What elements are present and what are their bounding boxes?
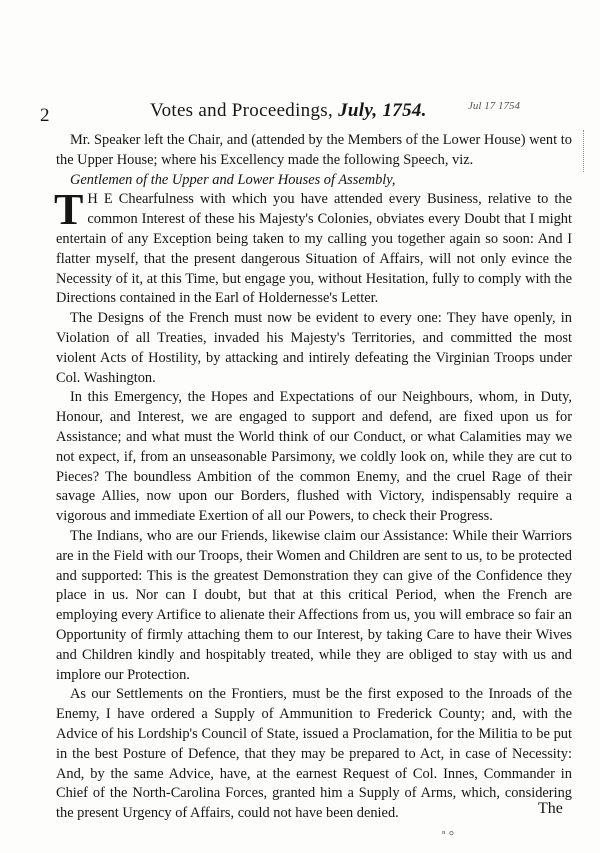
running-head: [150, 100, 427, 122]
body-paragraph-1-text: H E Chearfulness with which you have attended every Business, relative to the common Interest of these his Majesty's Colonies, obviates every Doubt that I might entertain of any Exception being taken to my calling you together again so soon: And I flatter myself, that the present dangerous Situation of Affairs, will not only evince the Necessity of it, at this Time, but engage you, without Hesitation, fully to comply with the Directions contained in the Earl of Holdernesse's Letter.: [56, 191, 572, 307]
margin-mark: [583, 130, 600, 172]
intro-paragraph: Mr. Speaker left the Chair, and (attended by the Members of the Lower House) went to the Upper House; where his Excellency made the following Speech, viz.: [56, 132, 572, 168]
running-head-title: Votes and Proceedings,: [150, 100, 334, 121]
body-paragraph-4: The Indians, who are our Friends, likewise claim our Assistance: While their Warriors are in the Field with our Troops, their Women and Children are sent to us, to be protected and supported: This is the greatest Demonstration they can give of the Confidence they place in us. Nor can I doubt, but that at this critical Period, when the French are employing every Artifice to alienate their Affections from us, you will embrace so fair an Opportunity of firmly attaching them to our Interest, by taking Care to have their Wives and Children kindly and hospitably treated, while they are obliged to stay with us and implore our Protection.: [56, 527, 572, 683]
stray-mark: ⁿ ⸰: [442, 828, 455, 840]
running-head-date: July, 1754.: [338, 100, 427, 121]
body-paragraph-1: [54, 185, 572, 309]
body-text: [56, 131, 572, 824]
handwritten-note: Jul 17 1754: [468, 100, 520, 112]
body-paragraph-2: The Designs of the French must now be evident to every one: They have openly, in Violation of all Treaties, invaded his Majesty's Territories, and committed the most violent Acts of Hostility, by attacking and intirely defeating the Virginian Troops under Col. Washington.: [56, 310, 572, 386]
catchword: The: [538, 800, 563, 817]
address-heading: Gentlemen of the Upper and Lower Houses of Assembly,: [70, 171, 396, 188]
drop-cap: T: [54, 185, 84, 235]
body-paragraph-3: In this Emergency, the Hopes and Expectations of our Neighbours, whom, in Duty, Honour, and Interest, we are engaged to support and defend, are fixed upon us for Assistance; and what must the World think of our Conduct, or what Calamities may we not expect, if, from an unseasonable Parsimony, we coldly look on, while they are cut to Pieces? The boundless Ambition of the common Enemy, and the cruel Rage of their savage Allies, now upon our Borders, flushed with Victory, indispensably require a vigorous and immediate Exertion of all our Powers, to check their Progress.: [56, 389, 572, 525]
body-paragraph-5: As our Settlements on the Frontiers, must be the first exposed to the Inroads of the Enemy, I have ordered a Supply of Ammunition to Frederick County; and, with the Advice of his Lordship's Council of State, issued a Proclamation, for the Militia to be put in the best Posture of Defence, that they may be prepared to Act, in case of Necessity: And, by the same Advice, have, at the earnest Request of Col. Innes, Commander in Chief of the North-Carolina Forces, granted him a Supply of Arms, which, considering the present Urgency of Affairs, could not have been denied.: [56, 686, 572, 822]
page-number: 2: [40, 105, 50, 126]
